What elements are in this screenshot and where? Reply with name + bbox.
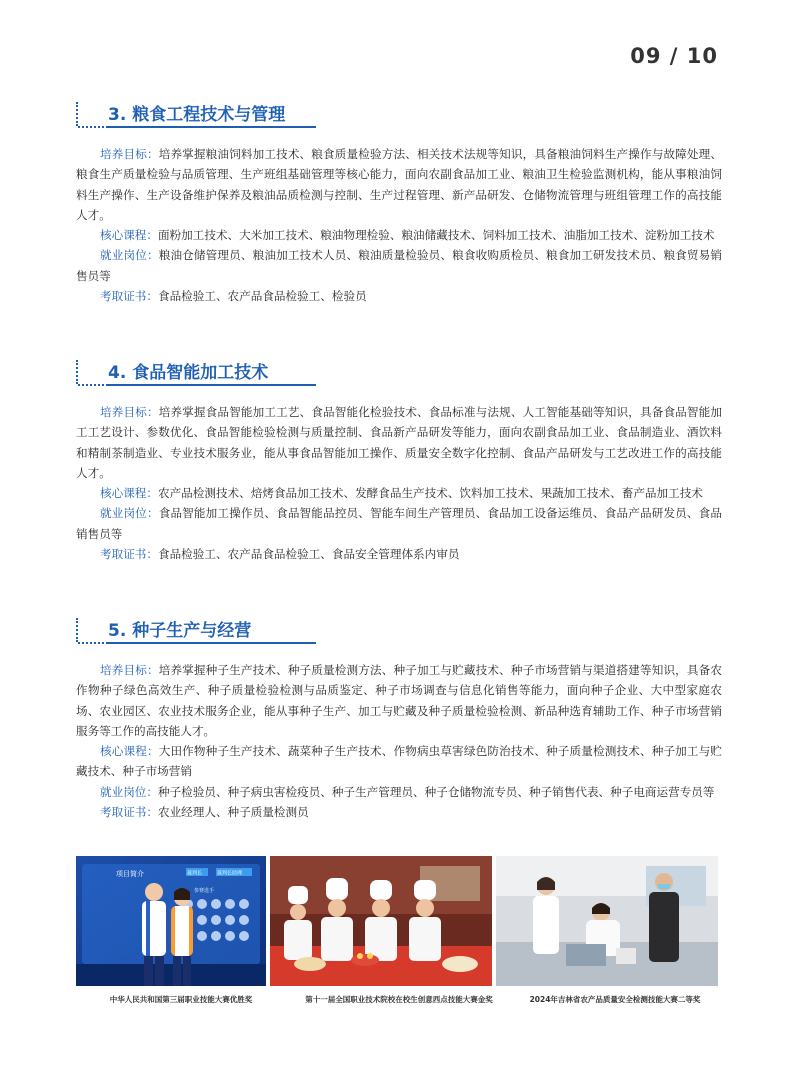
item-label: 培养目标： — [100, 147, 159, 161]
section-heading — [76, 100, 722, 144]
section-grain-engineering — [76, 100, 722, 306]
heading-dotted-line — [76, 102, 78, 126]
item-label: 培养目标： — [100, 663, 159, 677]
photo-skills-competition-image — [76, 856, 266, 986]
heading-dotted-line — [76, 618, 78, 642]
board-tag: 参赛选手 — [194, 888, 215, 894]
item-label: 就业岗位： — [100, 248, 159, 263]
item-label: 考取证书： — [100, 289, 158, 304]
job-positions — [76, 245, 722, 286]
heading-underline — [108, 642, 316, 644]
item-label: 考取证书： — [100, 547, 158, 562]
heading-dotted-line — [78, 384, 108, 386]
item-text: 培养掌握粮油饲料加工技术、粮食质量检验方法、相关技术法规等知识，具备粮油饲料生产操作与故障处理、粮食生产质量检验与品质管理、生产班组基础管理等核心能力，面向农副食品加工业、粮油卫生检验监测机构，能从事粮油饲料生产操作、生产设备维护保养及粮油品质检测与控制、生产过程管理、新产品研发、仓储物流管理与班组管理工作的高技能人才。 — [76, 147, 722, 222]
heading-dotted-line — [78, 642, 108, 644]
heading-underline — [108, 384, 316, 386]
certificates — [76, 544, 722, 564]
item-label: 核心课程： — [100, 228, 158, 243]
item-label: 核心课程： — [100, 744, 159, 759]
core-courses — [76, 225, 722, 245]
photo-pastry-chefs — [270, 856, 492, 986]
photo-caption: 中华人民共和国第三届职业技能大赛优胜奖 — [109, 995, 253, 1004]
training-goal — [76, 402, 722, 483]
core-courses — [76, 741, 722, 782]
training-goal — [76, 660, 722, 741]
item-text: 农产品检测技术、焙烤食品加工技术、发酵食品生产技术、饮料加工技术、果蔬加工技术、畜产品加工技术 — [157, 486, 703, 501]
photo-lab-inspection-image — [496, 856, 718, 986]
item-text: 粮油仓储管理员、粮油加工技术人员、粮油质量检验员、粮食收购质检员、粮食加工研发技术员、粮食贸易销售员等 — [76, 248, 722, 283]
certificates — [76, 286, 722, 306]
item-text: 大田作物种子生产技术、蔬菜种子生产技术、作物病虫草害绿色防治技术、种子质量检测技术、种子加工与贮藏技术、种子市场营销 — [76, 744, 722, 779]
item-label: 就业岗位： — [100, 784, 158, 799]
heading-underline — [108, 126, 316, 128]
board-tag: 裁判长 — [187, 870, 203, 877]
section-heading — [76, 358, 722, 402]
section-title: 5. 种子生产与经营 — [108, 621, 252, 641]
board-tag: 裁判长助理 — [217, 870, 243, 877]
section-food-intelligent-processing — [76, 358, 722, 564]
photo-lab-inspection — [496, 856, 718, 986]
section-seed-production — [76, 616, 722, 822]
section-title: 3. 粮食工程技术与管理 — [108, 105, 286, 125]
item-text: 农业经理人、种子质量检测员 — [157, 805, 309, 820]
item-label: 核心课程： — [100, 486, 158, 501]
training-goal — [76, 144, 722, 225]
item-text: 食品检验工、农产品食品检验工、食品安全管理体系内审员 — [157, 547, 460, 562]
photo-skills-competition — [76, 856, 266, 986]
item-text: 食品智能加工操作员、食品智能品控员、智能车间生产管理员、食品加工设备运维员、食品产品研发员、食品销售员等 — [76, 506, 722, 541]
award-photo-strip — [76, 856, 718, 986]
job-positions — [76, 782, 722, 802]
job-positions — [76, 503, 722, 544]
heading-dotted-line — [76, 360, 78, 384]
item-text: 食品检验工、农产品食品检验工、检验员 — [157, 289, 367, 304]
board-title: 项目简介 — [116, 870, 144, 878]
photo-pastry-chefs-image — [270, 856, 492, 986]
photo-caption: 第十一届全国职业技术院校在校生创意西点技能大赛金奖 — [305, 995, 493, 1004]
certificates — [76, 802, 722, 822]
item-text: 种子检验员、种子病虫害检疫员、种子生产管理员、种子仓储物流专员、种子销售代表、种子电商运营专员等 — [157, 784, 715, 799]
item-text: 培养掌握种子生产技术、种子质量检测方法、种子加工与贮藏技术、种子市场营销与渠道搭建等知识，具备农作物种子绿色高效生产、种子质量检验检测与品质鉴定、种子市场调查与信息化销售等能力，面向种子企业、大中型家庭农场、农业园区、农业技术服务企业，能从事种子生产、加工与贮藏及种子质量检验检测、新品种选育辅助工作、种子市场营销服务等工作的高技能人才。 — [76, 663, 722, 738]
heading-dotted-line — [78, 126, 108, 128]
item-text: 培养掌握食品智能加工工艺、食品智能化检验技术、食品标准与法规、人工智能基础等知识，具备食品智能加工工艺设计、参数优化、食品智能检验检测与质量控制、食品新产品研发等能力，面向农副食品加工业、食品制造业、酒饮料和精制茶制造业、专业技术服务业，能从事食品智能加工操作、质量安全数字化控制、食品产品研发与工艺改进工作的高技能人才。 — [76, 405, 722, 480]
photo-caption: 2024年吉林省农产品质量安全检测技能大赛二等奖 — [529, 995, 701, 1004]
item-text: 面粉加工技术、大米加工技术、粮油物理检验、粮油储藏技术、饲料加工技术、油脂加工技术、淀粉加工技术 — [157, 228, 715, 243]
item-label: 就业岗位： — [100, 506, 159, 521]
section-title: 4. 食品智能加工技术 — [108, 363, 269, 383]
photo-captions — [76, 994, 718, 1008]
section-heading — [76, 616, 722, 660]
item-label: 培养目标： — [100, 405, 159, 419]
item-label: 考取证书： — [100, 805, 158, 820]
page-number: 09 / 10 — [630, 44, 718, 68]
core-courses — [76, 483, 722, 503]
